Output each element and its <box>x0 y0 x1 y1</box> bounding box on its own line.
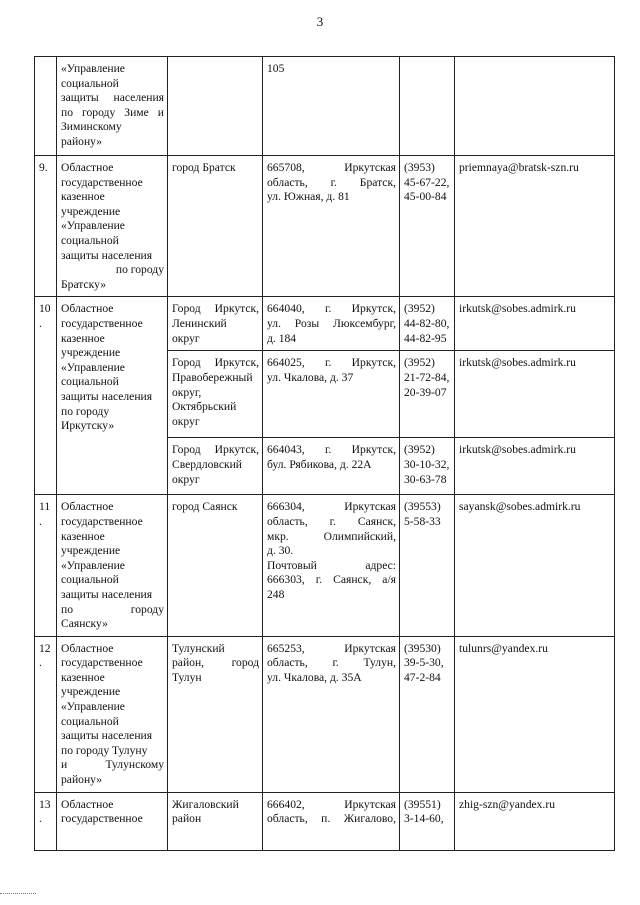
phone: (39553) 5-58-33 <box>400 495 455 636</box>
address: 664043, г. Иркутск, бул. Рябикова, д. 22А <box>263 438 400 495</box>
institution-name: Областное государственное казенное учреждение «Управление социальной защиты населения по городу Саянску» <box>57 495 168 636</box>
email: zhig-szn@yandex.ru <box>455 792 615 850</box>
institutions-table <box>34 56 615 851</box>
address: 665253, Иркутская область, г. Тулун, ул. Чкалова, д. 35А <box>263 636 400 792</box>
row-number: 13. <box>35 792 57 850</box>
phone <box>400 57 455 156</box>
table-row <box>35 636 615 792</box>
phone: (3953) 45-67-22, 45-00-84 <box>400 156 455 297</box>
phone: (3952) 30-10-32, 30-63-78 <box>400 438 455 495</box>
email: irkutsk@sobes.admirk.ru <box>455 351 615 438</box>
district: город Саянск <box>168 495 263 636</box>
table-row <box>35 792 615 850</box>
email: irkutsk@sobes.admirk.ru <box>455 438 615 495</box>
address: 664025, г. Иркутск, ул. Чкалова, д. 37 <box>263 351 400 438</box>
district: Город Иркутск, Правобережный округ, Октябрьский округ <box>168 351 263 438</box>
address: 666402, Иркутская область, п. Жигалово, <box>263 792 400 850</box>
table-row <box>35 495 615 636</box>
district: город Братск <box>168 156 263 297</box>
row-number: 12. <box>35 636 57 792</box>
address: 105 <box>263 57 400 156</box>
phone: (39530) 39-5-30, 47-2-84 <box>400 636 455 792</box>
district: Город Иркутск, Ленинский округ <box>168 297 263 351</box>
email: irkutsk@sobes.admirk.ru <box>455 297 615 351</box>
row-number: 10. <box>35 297 57 495</box>
address: 666304, Иркутская область, г. Саянск, мкр. Олимпийский, д. 30. Почтовый адрес: 666303, г. Саянск, а/я 248 <box>263 495 400 636</box>
page-number: 3 <box>316 14 324 29</box>
institution-name: Областное государственное казенное учреждение «Управление социальной защиты населения по городу Иркутску» <box>57 297 168 495</box>
row-number: 11. <box>35 495 57 636</box>
institution-name: Областное государственное казенное учреждение «Управление социальной защиты населения по городу Тулуну и Тулунскому району» <box>57 636 168 792</box>
phone: (3952) 21-72-84, 20-39-07 <box>400 351 455 438</box>
email: tulunrs@yandex.ru <box>455 636 615 792</box>
address: 665708, Иркутская область, г. Братск, ул. Южная, д. 81 <box>263 156 400 297</box>
district <box>168 57 263 156</box>
phone: (3952) 44-82-80, 44-82-95 <box>400 297 455 351</box>
institution-name: Областное государственное казенное учреждение «Управление социальной защиты населения по городу Братску» <box>57 156 168 297</box>
address: 664040, г. Иркутск, ул. Розы Люксембург, д. 184 <box>263 297 400 351</box>
district: Город Иркутск, Свердловский округ <box>168 438 263 495</box>
district: Тулунский район, город Тулун <box>168 636 263 792</box>
district: Жигаловский район <box>168 792 263 850</box>
scan-edge-mark <box>0 893 36 895</box>
institution-name: «Управление социальной защиты населения по городу Зиме и Зиминскому району» <box>57 57 168 156</box>
table-row <box>35 57 615 156</box>
row-number: 9. <box>35 156 57 297</box>
table-row <box>35 156 615 297</box>
row-number <box>35 57 57 156</box>
email: sayansk@sobes.admirk.ru <box>455 495 615 636</box>
email: priemnaya@bratsk-szn.ru <box>455 156 615 297</box>
phone: (39551) 3-14-60, <box>400 792 455 850</box>
institution-name: Областное государственное <box>57 792 168 850</box>
table-row <box>35 297 615 351</box>
email <box>455 57 615 156</box>
